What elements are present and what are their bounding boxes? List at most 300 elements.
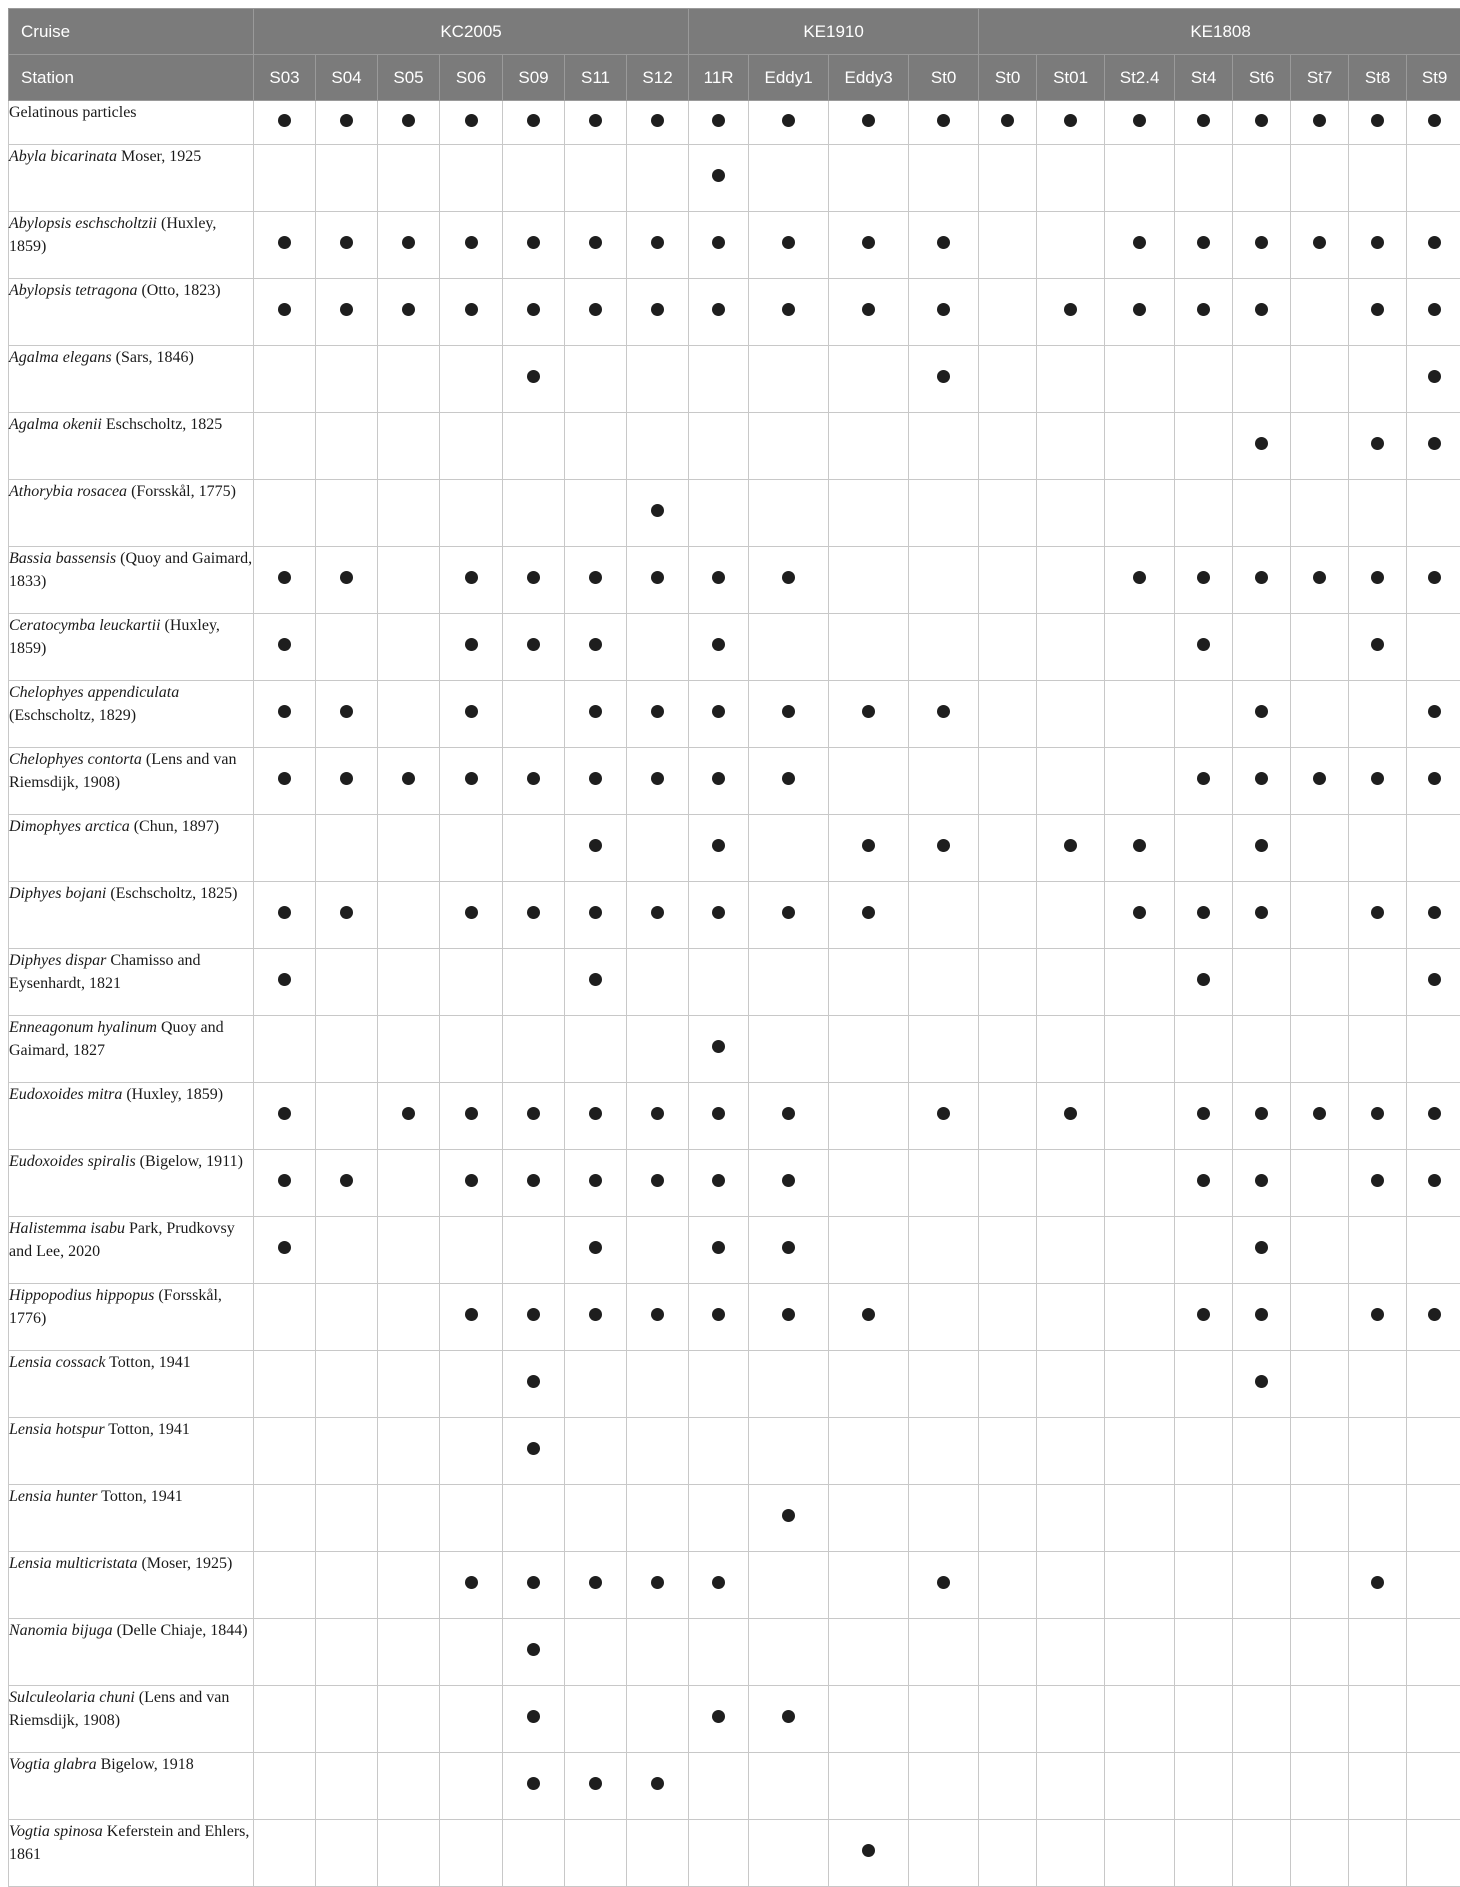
occurrence-cell — [1291, 1418, 1349, 1485]
presence-dot-icon — [782, 1107, 795, 1120]
occurrence-cell — [503, 1485, 565, 1552]
occurrence-cell — [254, 949, 316, 1016]
presence-dot-icon — [278, 906, 291, 919]
occurrence-cell — [565, 748, 627, 815]
occurrence-cell — [689, 882, 749, 949]
occurrence-cell — [440, 279, 503, 346]
occurrence-cell — [689, 681, 749, 748]
occurrence-cell — [378, 346, 440, 413]
presence-dot-icon — [1001, 114, 1014, 127]
occurrence-cell — [565, 1753, 627, 1820]
occurrence-cell — [378, 1083, 440, 1150]
presence-dot-icon — [402, 772, 415, 785]
occurrence-cell — [627, 346, 689, 413]
presence-dot-icon — [527, 1777, 540, 1790]
occurrence-cell — [1407, 1150, 1460, 1217]
scientific-name: Abylopsis eschscholtzii — [9, 215, 157, 232]
occurrence-cell — [829, 1351, 909, 1418]
species-name-cell — [9, 1820, 254, 1887]
occurrence-cell — [689, 1351, 749, 1418]
species-name-cell — [9, 1418, 254, 1485]
station-header-cell: S03 — [254, 55, 316, 101]
occurrence-cell — [503, 1619, 565, 1686]
occurrence-cell — [1105, 815, 1175, 882]
occurrence-cell — [689, 547, 749, 614]
occurrence-cell — [565, 346, 627, 413]
presence-dot-icon — [937, 114, 950, 127]
occurrence-cell — [829, 279, 909, 346]
scientific-name: Agalma elegans — [9, 349, 112, 366]
presence-dot-icon — [527, 370, 540, 383]
occurrence-cell — [1037, 547, 1105, 614]
occurrence-cell — [829, 1284, 909, 1351]
occurrence-cell — [749, 101, 829, 145]
occurrence-cell — [689, 346, 749, 413]
occurrence-cell — [378, 1150, 440, 1217]
presence-dot-icon — [712, 571, 725, 584]
occurrence-cell — [1175, 1753, 1233, 1820]
presence-dot-icon — [1371, 1174, 1384, 1187]
occurrence-cell — [979, 145, 1037, 212]
occurrence-cell — [440, 949, 503, 1016]
occurrence-cell — [1037, 346, 1105, 413]
presence-dot-icon — [782, 1710, 795, 1723]
scientific-name: Abyla bicarinata — [9, 148, 117, 165]
occurrence-cell — [979, 279, 1037, 346]
occurrence-cell — [979, 1150, 1037, 1217]
occurrence-cell — [1349, 882, 1407, 949]
presence-dot-icon — [1197, 303, 1210, 316]
presence-dot-icon — [712, 1710, 725, 1723]
presence-dot-icon — [1428, 1308, 1441, 1321]
occurrence-cell — [503, 748, 565, 815]
occurrence-cell — [1105, 101, 1175, 145]
occurrence-cell — [316, 1418, 378, 1485]
authority-text: Moser, 1925 — [117, 148, 201, 165]
occurrence-cell — [1037, 1485, 1105, 1552]
species-name-cell — [9, 1284, 254, 1351]
occurrence-cell — [829, 1552, 909, 1619]
occurrence-cell — [1175, 949, 1233, 1016]
occurrence-cell — [909, 1485, 979, 1552]
presence-dot-icon — [1255, 114, 1268, 127]
scientific-name: Chelophyes appendiculata — [9, 684, 179, 701]
occurrence-cell — [1105, 1485, 1175, 1552]
occurrence-cell — [440, 1418, 503, 1485]
presence-dot-icon — [937, 839, 950, 852]
occurrence-cell — [749, 1619, 829, 1686]
occurrence-cell — [378, 1351, 440, 1418]
occurrence-cell — [1349, 101, 1407, 145]
presence-dot-icon — [527, 1107, 540, 1120]
presence-dot-icon — [651, 906, 664, 919]
occurrence-cell — [503, 1083, 565, 1150]
species-rows — [9, 101, 1460, 1887]
authority-text: Bigelow, 1918 — [97, 1756, 194, 1773]
table-row — [9, 101, 1460, 145]
occurrence-cell — [1407, 547, 1460, 614]
presence-dot-icon — [937, 1107, 950, 1120]
presence-dot-icon — [589, 705, 602, 718]
occurrence-cell — [440, 145, 503, 212]
presence-dot-icon — [1133, 114, 1146, 127]
occurrence-cell — [749, 1284, 829, 1351]
presence-dot-icon — [1133, 906, 1146, 919]
occurrence-cell — [565, 1217, 627, 1284]
presence-dot-icon — [527, 1576, 540, 1589]
presence-dot-icon — [1133, 571, 1146, 584]
occurrence-cell — [503, 279, 565, 346]
occurrence-cell — [1407, 1552, 1460, 1619]
occurrence-cell — [1175, 1351, 1233, 1418]
presence-dot-icon — [589, 1308, 602, 1321]
occurrence-cell — [378, 480, 440, 547]
occurrence-cell — [979, 1284, 1037, 1351]
occurrence-cell — [1349, 949, 1407, 1016]
occurrence-cell — [979, 882, 1037, 949]
presence-dot-icon — [1371, 1576, 1384, 1589]
occurrence-cell — [1037, 614, 1105, 681]
occurrence-cell — [1291, 1619, 1349, 1686]
table-row — [9, 1150, 1460, 1217]
presence-dot-icon — [937, 705, 950, 718]
presence-dot-icon — [651, 1174, 664, 1187]
occurrence-cell — [1407, 1284, 1460, 1351]
cruise-column-label: Cruise — [9, 9, 254, 55]
occurrence-cell — [909, 547, 979, 614]
species-name-cell — [9, 949, 254, 1016]
occurrence-cell — [1407, 1820, 1460, 1887]
occurrence-cell — [378, 1485, 440, 1552]
occurrence-cell — [1233, 101, 1291, 145]
table-row — [9, 145, 1460, 212]
presence-dot-icon — [278, 303, 291, 316]
occurrence-cell — [909, 480, 979, 547]
occurrence-cell — [378, 614, 440, 681]
occurrence-cell — [254, 1485, 316, 1552]
occurrence-cell — [1291, 1485, 1349, 1552]
occurrence-cell — [316, 815, 378, 882]
occurrence-cell — [1349, 748, 1407, 815]
species-name-cell — [9, 346, 254, 413]
presence-dot-icon — [340, 1174, 353, 1187]
occurrence-cell — [829, 547, 909, 614]
occurrence-cell — [254, 279, 316, 346]
presence-dot-icon — [340, 114, 353, 127]
occurrence-cell — [909, 1217, 979, 1284]
occurrence-cell — [627, 1217, 689, 1284]
occurrence-cell — [1349, 1820, 1407, 1887]
occurrence-cell — [254, 1418, 316, 1485]
species-name-cell — [9, 1485, 254, 1552]
presence-dot-icon — [589, 1576, 602, 1589]
occurrence-cell — [1233, 1217, 1291, 1284]
table-row — [9, 1217, 1460, 1284]
occurrence-cell — [689, 101, 749, 145]
presence-dot-icon — [782, 1241, 795, 1254]
occurrence-cell — [1175, 1150, 1233, 1217]
station-column-label: Station — [9, 55, 254, 101]
table-row — [9, 480, 1460, 547]
presence-dot-icon — [1313, 772, 1326, 785]
occurrence-cell — [440, 815, 503, 882]
scientific-name: Chelophyes contorta — [9, 751, 142, 768]
occurrence-cell — [627, 1351, 689, 1418]
species-name-cell — [9, 413, 254, 480]
occurrence-cell — [1291, 949, 1349, 1016]
presence-dot-icon — [278, 1241, 291, 1254]
occurrence-cell — [689, 480, 749, 547]
species-name-cell — [9, 101, 254, 145]
presence-dot-icon — [527, 1442, 540, 1455]
occurrence-cell — [1037, 480, 1105, 547]
occurrence-cell — [979, 949, 1037, 1016]
authority-text: Totton, 1941 — [105, 1421, 190, 1438]
occurrence-cell — [829, 101, 909, 145]
species-name-cell — [9, 145, 254, 212]
occurrence-cell — [503, 681, 565, 748]
occurrence-cell — [1233, 1820, 1291, 1887]
presence-dot-icon — [527, 114, 540, 127]
occurrence-cell — [1233, 1619, 1291, 1686]
table-row — [9, 1016, 1460, 1083]
occurrence-cell — [565, 1552, 627, 1619]
table-row — [9, 614, 1460, 681]
occurrence-cell — [749, 1753, 829, 1820]
scientific-name: Sulculeolaria chuni — [9, 1689, 135, 1706]
occurrence-cell — [829, 681, 909, 748]
occurrence-cell — [829, 1753, 909, 1820]
presence-dot-icon — [402, 303, 415, 316]
occurrence-cell — [909, 1083, 979, 1150]
occurrence-cell — [1407, 1351, 1460, 1418]
occurrence-cell — [1175, 1686, 1233, 1753]
occurrence-cell — [378, 101, 440, 145]
presence-dot-icon — [589, 973, 602, 986]
occurrence-cell — [1407, 1418, 1460, 1485]
scientific-name: Halistemma isabu — [9, 1220, 125, 1237]
species-name-cell — [9, 1552, 254, 1619]
occurrence-cell — [829, 1485, 909, 1552]
species-name-cell — [9, 547, 254, 614]
species-name-cell — [9, 212, 254, 279]
presence-dot-icon — [651, 303, 664, 316]
occurrence-cell — [1233, 1686, 1291, 1753]
occurrence-cell — [1233, 1418, 1291, 1485]
occurrence-cell — [316, 413, 378, 480]
presence-dot-icon — [712, 1174, 725, 1187]
occurrence-cell — [829, 949, 909, 1016]
presence-dot-icon — [589, 1174, 602, 1187]
occurrence-cell — [1175, 279, 1233, 346]
occurrence-cell — [979, 1619, 1037, 1686]
occurrence-cell — [440, 101, 503, 145]
presence-dot-icon — [1255, 772, 1268, 785]
occurrence-cell — [689, 1619, 749, 1686]
presence-dot-icon — [340, 303, 353, 316]
occurrence-cell — [1407, 614, 1460, 681]
occurrence-cell — [1407, 1619, 1460, 1686]
authority-text: (Lens and van Riemsdijk, 1908) — [9, 1689, 229, 1729]
occurrence-cell — [909, 1150, 979, 1217]
occurrence-cell — [1349, 1150, 1407, 1217]
occurrence-cell — [1037, 1083, 1105, 1150]
occurrence-cell — [1175, 1485, 1233, 1552]
occurrence-cell — [627, 1016, 689, 1083]
occurrence-cell — [254, 1820, 316, 1887]
station-header-cell: S04 — [316, 55, 378, 101]
occurrence-cell — [440, 547, 503, 614]
presence-dot-icon — [589, 303, 602, 316]
occurrence-cell — [254, 681, 316, 748]
occurrence-cell — [979, 1753, 1037, 1820]
table-row — [9, 1351, 1460, 1418]
presence-dot-icon — [465, 1576, 478, 1589]
occurrence-cell — [316, 1016, 378, 1083]
presence-dot-icon — [712, 1308, 725, 1321]
occurrence-cell — [1175, 480, 1233, 547]
occurrence-cell — [1233, 547, 1291, 614]
occurrence-cell — [254, 101, 316, 145]
presence-dot-icon — [651, 772, 664, 785]
occurrence-cell — [1037, 681, 1105, 748]
occurrence-cell — [1233, 1016, 1291, 1083]
occurrence-cell — [1105, 212, 1175, 279]
presence-dot-icon — [712, 772, 725, 785]
station-header-cell: St4 — [1175, 55, 1233, 101]
occurrence-cell — [749, 346, 829, 413]
presence-dot-icon — [862, 114, 875, 127]
occurrence-cell — [565, 145, 627, 212]
presence-dot-icon — [465, 772, 478, 785]
occurrence-cell — [1175, 413, 1233, 480]
presence-dot-icon — [1197, 906, 1210, 919]
occurrence-cell — [1037, 815, 1105, 882]
presence-dot-icon — [712, 906, 725, 919]
occurrence-cell — [909, 1753, 979, 1820]
presence-dot-icon — [589, 1777, 602, 1790]
occurrence-cell — [1291, 748, 1349, 815]
occurrence-cell — [1291, 212, 1349, 279]
occurrence-cell — [627, 1552, 689, 1619]
species-name-cell — [9, 1150, 254, 1217]
presence-dot-icon — [712, 303, 725, 316]
table-row — [9, 1619, 1460, 1686]
occurrence-cell — [440, 346, 503, 413]
authority-text: (Otto, 1823) — [137, 282, 220, 299]
occurrence-cell — [749, 1083, 829, 1150]
occurrence-cell — [254, 1150, 316, 1217]
occurrence-cell — [689, 815, 749, 882]
presence-dot-icon — [278, 571, 291, 584]
station-header-cell: S09 — [503, 55, 565, 101]
occurrence-cell — [1291, 1686, 1349, 1753]
occurrence-cell — [749, 882, 829, 949]
occurrence-cell — [316, 101, 378, 145]
table-row — [9, 681, 1460, 748]
occurrence-cell — [1175, 1418, 1233, 1485]
occurrence-cell — [1105, 748, 1175, 815]
authority-text: (Sars, 1846) — [112, 349, 194, 366]
occurrence-cell — [565, 480, 627, 547]
occurrence-cell — [1037, 1150, 1105, 1217]
occurrence-cell — [627, 882, 689, 949]
occurrence-cell — [316, 1820, 378, 1887]
occurrence-cell — [627, 145, 689, 212]
occurrence-cell — [254, 1552, 316, 1619]
presence-dot-icon — [712, 114, 725, 127]
occurrence-cell — [627, 1820, 689, 1887]
authority-text: (Eschscholtz, 1825) — [106, 885, 237, 902]
species-name-cell — [9, 681, 254, 748]
occurrence-cell — [254, 815, 316, 882]
occurrence-cell — [503, 1150, 565, 1217]
occurrence-cell — [316, 212, 378, 279]
presence-dot-icon — [527, 772, 540, 785]
authority-text: Keferstein and Ehlers, 1861 — [9, 1823, 249, 1863]
occurrence-cell — [440, 1619, 503, 1686]
occurrence-cell — [1407, 949, 1460, 1016]
presence-dot-icon — [527, 638, 540, 651]
occurrence-cell — [565, 815, 627, 882]
occurrence-cell — [565, 1016, 627, 1083]
table-row — [9, 1820, 1460, 1887]
presence-dot-icon — [712, 638, 725, 651]
occurrence-cell — [979, 1820, 1037, 1887]
station-header-cell: S12 — [627, 55, 689, 101]
scientific-name: Agalma okenii — [9, 416, 102, 433]
occurrence-cell — [1175, 1820, 1233, 1887]
occurrence-cell — [689, 145, 749, 212]
occurrence-cell — [749, 1552, 829, 1619]
occurrence-cell — [1037, 1418, 1105, 1485]
occurrence-cell — [1175, 882, 1233, 949]
presence-dot-icon — [782, 1174, 795, 1187]
occurrence-cell — [689, 1083, 749, 1150]
occurrence-cell — [909, 815, 979, 882]
occurrence-cell — [627, 413, 689, 480]
occurrence-cell — [689, 1418, 749, 1485]
occurrence-cell — [503, 882, 565, 949]
species-name-cell — [9, 614, 254, 681]
occurrence-cell — [749, 1485, 829, 1552]
occurrence-cell — [689, 614, 749, 681]
occurrence-cell — [1407, 212, 1460, 279]
occurrence-cell — [1037, 748, 1105, 815]
station-header-cell: St0 — [909, 55, 979, 101]
occurrence-cell — [316, 1552, 378, 1619]
station-header-cell: S06 — [440, 55, 503, 101]
presence-dot-icon — [340, 772, 353, 785]
presence-dot-icon — [712, 1241, 725, 1254]
occurrence-cell — [627, 1150, 689, 1217]
occurrence-cell — [378, 1552, 440, 1619]
presence-dot-icon — [278, 705, 291, 718]
presence-dot-icon — [1255, 1174, 1268, 1187]
presence-dot-icon — [1428, 571, 1441, 584]
authority-text: (Forsskål, 1776) — [9, 1287, 222, 1327]
occurrence-cell — [1175, 346, 1233, 413]
occurrence-cell — [627, 815, 689, 882]
scientific-name: Dimophyes arctica — [9, 818, 130, 835]
occurrence-cell — [909, 681, 979, 748]
occurrence-cell — [378, 212, 440, 279]
presence-dot-icon — [465, 705, 478, 718]
occurrence-cell — [1349, 1686, 1407, 1753]
occurrence-cell — [689, 1485, 749, 1552]
presence-dot-icon — [782, 906, 795, 919]
station-header-cell: Eddy3 — [829, 55, 909, 101]
